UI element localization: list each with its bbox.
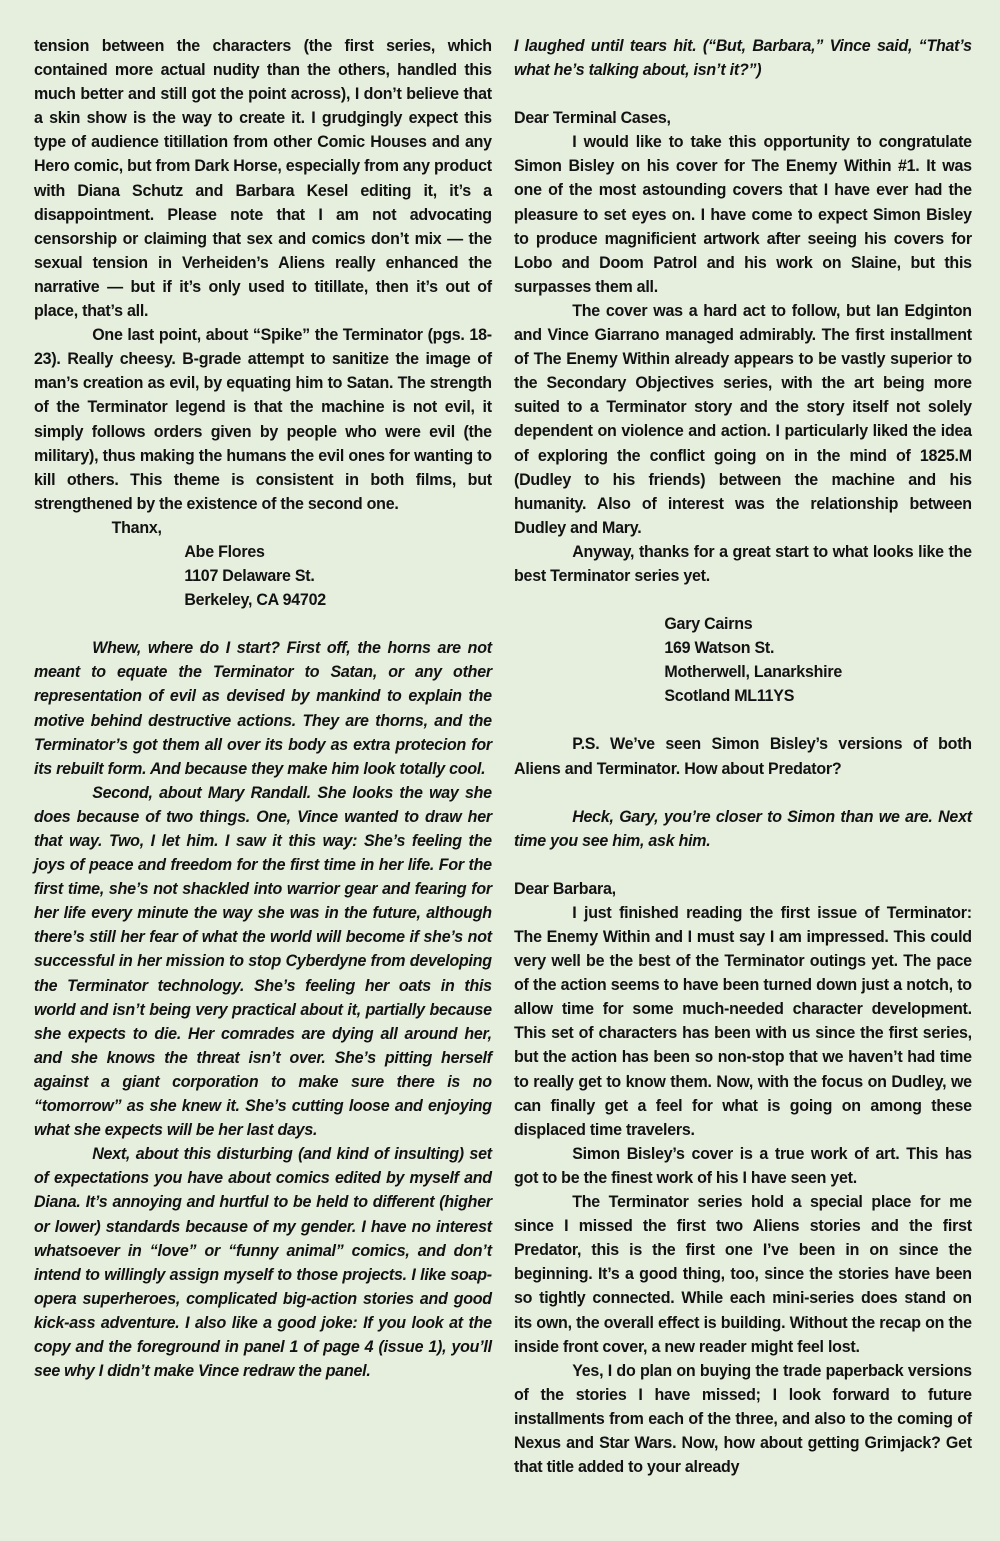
editor-reply-paragraph: Heck, Gary, you’re closer to Simon than we are. Next time you see him, ask him. <box>514 807 972 850</box>
editor-reply-paragraph: Second, about Mary Randall. She looks the way she does because of two things. One, Vince wanted to draw her that way. Two, I let him. I saw it this way: She’s feeling the joys of peace and freedom for the first time in her life. For the first time, she’s not shackled into warrior gear and fearing for her life every minute the way she was in the future, although there’s still her fear of what the world will become if she’s not successful in her mission to stop Cyberdyne from developing the Terminator technology. She’s feeling her oats in this world and isn’t being very practical about it, partially because she expects to die. Her comrades are dying all around her, and she knows the threat isn’t over. She’s pitting herself against a giant corporation to make sure there is no “tomorrow” as she knew it. She’s cutting loose and enjoying what she expects will be her last days. <box>34 783 492 1140</box>
letter-paragraph: I just finished reading the first issue of Terminator: The Enemy Within and I must say I am impressed. This could very well be the best of the Terminator outings yet. The pace of the action seems to have been turned down just a notch, to allow time for some much-needed character development. This set of characters has been with us since the first series, but the action has been so non-stop that we haven’t had time to really get to know them. Now, with the focus on Dudley, we can finally get a feel for what is going on among these displaced time travelers. <box>514 903 972 1139</box>
postscript: P.S. We’ve seen Simon Bisley’s versions of both Aliens and Terminator. How about Predator? <box>514 735 972 778</box>
signature-city: Berkeley, CA 94702 <box>184 591 326 610</box>
spacer <box>514 82 972 106</box>
signature-block <box>514 612 972 708</box>
signature-street: 1107 Delaware St. <box>184 567 315 586</box>
spacer <box>34 612 492 636</box>
signature-name: Gary Cairns <box>664 615 753 634</box>
letter-salutation: Dear Barbara, <box>514 879 616 898</box>
letter-closing: Thanx, <box>111 518 162 537</box>
signature-block <box>34 540 492 612</box>
letter-paragraph: Anyway, thanks for a great start to what looks like the best Terminator series yet. <box>514 542 972 585</box>
letter-paragraph: Yes, I do plan on buying the trade paperback versions of the stories I have missed; I look forward to future installments from each of the three, and also to the coming of Nexus and Star Wars. Now, how about getting Grimjack? Get that title added to your already <box>514 1361 972 1477</box>
letter-paragraph: I would like to take this opportunity to congratulate Simon Bisley on his cover for The Enemy Within #1. It was one of the most astounding covers that I have ever had the pleasure to set eyes on. I have come to expect Simon Bisley to produce magnificient artwork after seeing his covers for Lobo and Doom Patrol and his work on Slaine, but this surpasses them all. <box>514 133 972 296</box>
letter-salutation: Dear Terminal Cases, <box>514 109 671 128</box>
letter-paragraph: One last point, about “Spike” the Terminator (pgs. 18-23). Really cheesy. B-grade attempt to sanitize the image of man’s creation as evil, by equating him to Satan. The strength of the Terminator legend is that the machine is not evil, it simply follows orders given by people who were evil (the military), thus making the humans the evil ones for wanting to kill others. This theme is consistent in both films, but strengthened by the existence of the second one. <box>34 326 492 513</box>
signature-country: Scotland ML11YS <box>664 687 795 706</box>
editor-reply-paragraph: I laughed until tears hit. (“But, Barbara,” Vince said, “That’s what he’s talking about, isn’t it?”) <box>514 37 972 80</box>
right-column <box>514 34 972 1479</box>
spacer <box>514 853 972 877</box>
letter-paragraph: Simon Bisley’s cover is a true work of art. This has got to be the finest work of his I have seen yet. <box>514 1144 972 1187</box>
signature-name: Abe Flores <box>184 542 265 561</box>
left-column <box>34 34 492 1383</box>
letter-paragraph: The cover was a hard act to follow, but Ian Edginton and Vince Giarrano managed admirably. The first installment of The Enemy Within already appears to be vastly superior to the Secondary Objectives series, with the art being more suited to a Terminator story and the story itself not solely dependent on violence and action. I particularly liked the idea of exploring the conflict going on in the mind of 1825.M (Dudley to his friends) between the machine and his humanity. Also of interest was the relationship between Dudley and Mary. <box>514 301 972 537</box>
signature-town: Motherwell, Lanarkshire <box>664 663 842 682</box>
editor-reply-paragraph: Whew, where do I start? First off, the horns are not meant to equate the Terminator to Satan, or any other representation of evil as devised by mankind to explain the motive behind destructive actions. They are thorns, and the Terminator’s got them all over its body as extra protecion for its rebuilt form. And because they make him look totally cool. <box>34 639 492 778</box>
spacer <box>514 588 972 612</box>
editor-reply-paragraph: Next, about this disturbing (and kind of insulting) set of expectations you have about comics edited by myself and Diana. It’s annoying and hurtful to be held to different (higher or lower) standards because of my gender. I have no interest whatsoever in “love” or “funny animal” comics, and don’t intend to willingly assign myself to those projects. I like soap-opera superheroes, complicated big-action stories and good kick-ass adventure. I also like a good joke: If you look at the copy and the foreground in panel 1 of page 4 (issue 1), you’ll see why I didn’t make Vince redraw the panel. <box>34 1145 492 1381</box>
spacer <box>514 781 972 805</box>
spacer <box>514 708 972 732</box>
signature-street: 169 Watson St. <box>664 639 775 658</box>
letter-paragraph: The Terminator series hold a special place for me since I missed the first two Aliens stories and the first Predator, this is the first one I’ve been in on since the beginning. It’s a good thing, too, since the stories have been so tightly connected. While each mini-series does stand on its own, the overall effect is building. Without the recap on the inside front cover, a new reader might feel lost. <box>514 1193 972 1356</box>
letter-paragraph: tension between the characters (the first series, which contained more actual nudity than the others, handled this much better and still got the point across), I don’t believe that a skin show is the way to create it. I grudgingly expect this type of audience titillation from other Comic Houses and any Hero comic, but from Dark Horse, especially from any product with Diana Schutz and Barbara Kesel editing it, it’s a disappointment. Please note that I am not advocating censorship or claiming that sex and comics don’t mix — the sexual tension in Verheiden’s Aliens really enhanced the narrative — but if it’s only used to titillate, then it’s out of place, that’s all. <box>34 37 492 321</box>
